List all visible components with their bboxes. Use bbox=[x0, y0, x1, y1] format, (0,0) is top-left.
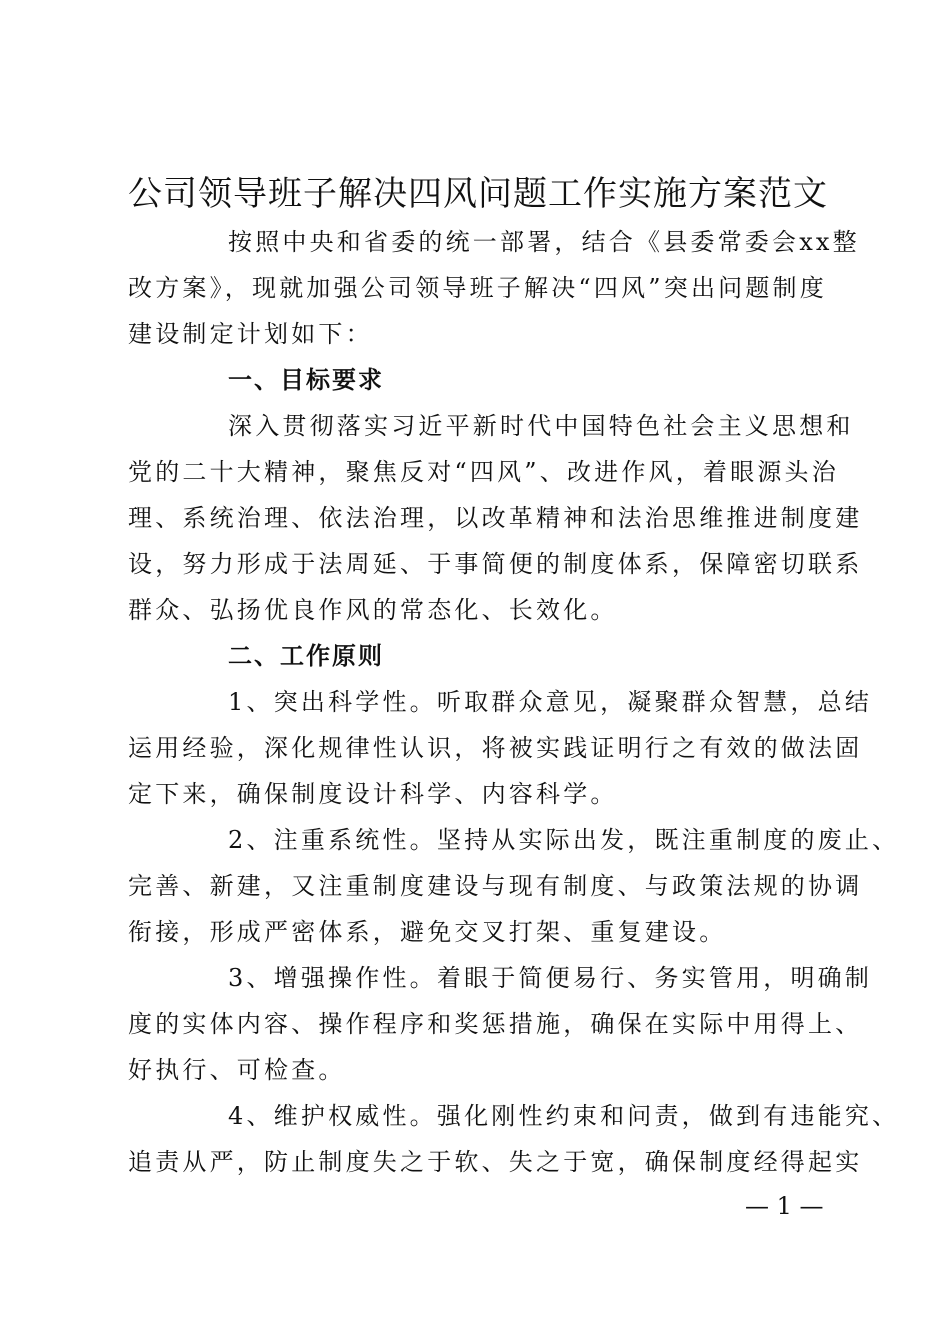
principle-line: 2、注重系统性。坚持从实际出发，既注重制度的废止、 bbox=[228, 826, 900, 854]
principle-line: 定下来，确保制度设计科学、内容科学。 bbox=[128, 780, 618, 808]
principle-line: 追责从严，防止制度失之于软、失之于宽，确保制度经得起实 bbox=[128, 1148, 863, 1176]
document-title: 公司领导班子解决四风问题工作实施方案范文 bbox=[128, 174, 828, 214]
principle-line: 度的实体内容、操作程序和奖惩措施，确保在实际中用得上、 bbox=[128, 1010, 863, 1038]
principle-line: 3、增强操作性。着眼于简便易行、务实管用，明确制 bbox=[228, 964, 873, 992]
paragraph-line: 群众、弘扬优良作风的常态化、长效化。 bbox=[128, 596, 618, 624]
paragraph-line: 理、系统治理、依法治理，以改革精神和法治思维推进制度建 bbox=[128, 504, 863, 532]
section-heading-principles: 二、工作原则 bbox=[228, 642, 384, 670]
section-heading-goals: 一、目标要求 bbox=[228, 366, 384, 394]
paragraph-line: 设，努力形成于法周延、于事简便的制度体系，保障密切联系 bbox=[128, 550, 863, 578]
page-number: — 1 — bbox=[745, 1192, 824, 1220]
paragraph-line: 党的二十大精神，聚焦反对“四风”、改进作风，着眼源头治 bbox=[128, 458, 839, 486]
intro-line: 按照中央和省委的统一部署，结合《县委常委会xx整 bbox=[228, 228, 860, 256]
intro-line: 改方案》，现就加强公司领导班子解决“四风”突出问题制度 bbox=[128, 274, 827, 302]
principle-line: 好执行、可检查。 bbox=[128, 1056, 346, 1084]
principle-line: 运用经验，深化规律性认识，将被实践证明行之有效的做法固 bbox=[128, 734, 863, 762]
paragraph-line: 深入贯彻落实习近平新时代中国特色社会主义思想和 bbox=[228, 412, 854, 440]
principle-line: 1、突出科学性。听取群众意见，凝聚群众智慧，总结 bbox=[228, 688, 873, 716]
intro-line: 建设制定计划如下： bbox=[128, 320, 373, 348]
principle-line: 4、维护权威性。强化刚性约束和问责，做到有违能究、 bbox=[228, 1102, 900, 1130]
principle-line: 完善、新建，又注重制度建设与现有制度、与政策法规的协调 bbox=[128, 872, 863, 900]
principle-line: 衔接，形成严密体系，避免交叉打架、重复建设。 bbox=[128, 918, 727, 946]
